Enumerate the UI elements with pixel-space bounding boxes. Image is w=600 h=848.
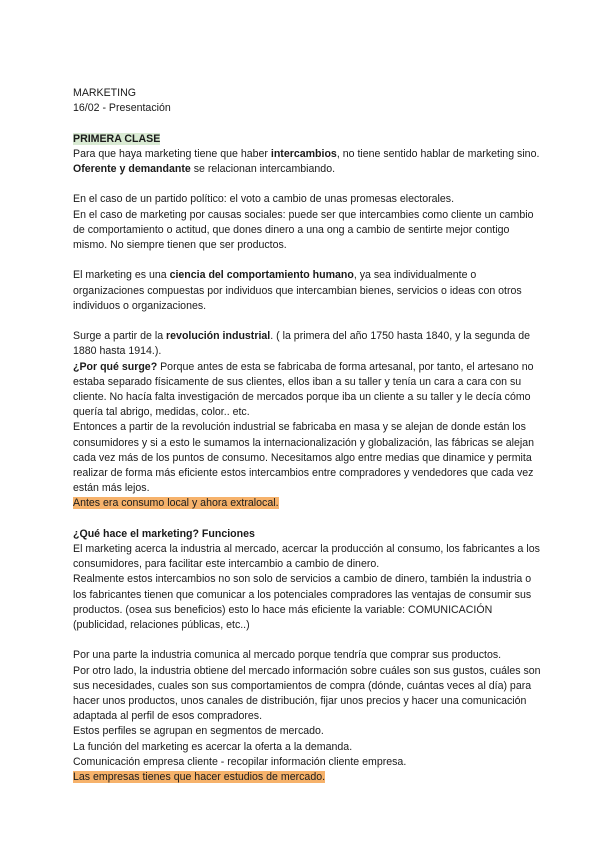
text-run: se relacionan intercambiando. <box>190 163 336 175</box>
text-run: , ya sea individualmente o organizaciones compuestas por individuos que intercambian bienes, servicios o ideas con otros individuos o organizaciones. <box>73 269 522 312</box>
text-run: . ( la primera del año 1750 hasta 1840, y la segunda de 1880 hasta 1914.). <box>73 330 530 358</box>
paragraph-comunicacion: Realmente estos intercambios no son solo de servicios a cambio de dinero, también la industria o los fabricantes tienen que comunicar a los potenciales compradores las ventajas de consumir sus productos. (osea sus beneficios) esto lo hace más eficiente la variable: COMUNICACIÓN (publicidad, relaciones públicas, etc..) <box>73 573 532 632</box>
highlight-estudios-mercado <box>73 770 543 785</box>
paragraph-por-que-surge <box>73 360 543 421</box>
date-line: 16/02 - Presentación <box>73 102 171 115</box>
highlight-text: Antes era consumo local y ahora extralocal. <box>73 497 279 510</box>
document-title: MARKETING <box>73 87 136 99</box>
text-run: , no tiene sentido hablar de marketing sino. <box>336 147 540 160</box>
heading-text: PRIMERA CLASE <box>73 132 161 145</box>
paragraph-segmentos: Estos perfiles se agrupan en segmentos de mercado. <box>73 725 324 738</box>
paragraph-revolucion <box>73 329 543 359</box>
document-page <box>73 86 543 785</box>
section-heading-funciones <box>73 527 543 542</box>
text-run: El marketing es una <box>73 269 170 282</box>
paragraph-causas-sociales: En el caso de marketing por causas sociales: puede ser que intercambies como cliente un cambio de comportamiento o actitud, que dones dinero a una ong a cambio de sentirte mejor contigo mismo. No siempre tienen que ser productos. <box>73 208 534 251</box>
paragraph-entonces: Entonces a partir de la revolución industrial se fabricaba en masa y se alejan de donde están los consumidores y si a esto le sumamos la internacionalización y globalización, las fábricas se alejan cada vez más de los puntos de consumo. Necesitamos algo entre medias que dinamice y permita realizar de forma más eficiente estos intercambios entre compradores y vendedores que cada vez están más lejos. <box>73 421 535 495</box>
bold-term: ciencia del comportamiento humano <box>169 269 354 282</box>
paragraph-por-otro-lado: Por otro lado, la industria obtiene del mercado información sobre cuáles son sus gustos, cuáles son sus necesidades, cuales son sus comportamientos de compra (dónde, cuántas veces al día) para hacer unos productos, unos canales de distribución, fijar unos precios y hacer una comunicación adaptada al perfil de esos compradores. <box>73 664 541 723</box>
text-run: Surge a partir de la <box>73 330 167 343</box>
paragraph-funcion: La función del marketing es acercar la oferta a la demanda. <box>73 740 353 753</box>
highlight-text: Las empresas tienes que hacer estudios de mercado. <box>73 771 326 784</box>
highlight-consumo-local <box>73 496 543 511</box>
bold-term: Oferente y demandante <box>73 163 191 175</box>
paragraph-ciencia <box>73 268 543 314</box>
paragraph-partido-politico: En el caso de un partido político: el voto a cambio de unas promesas electorales. <box>73 193 455 206</box>
bold-term: intercambios <box>270 147 337 160</box>
paragraph-intercambios <box>73 147 543 177</box>
paragraph-empresa-cliente: Comunicación empresa cliente - recopilar información cliente empresa. <box>73 755 407 768</box>
bold-term: revolución industrial <box>166 330 271 343</box>
heading-text: ¿Qué hace el marketing? Funciones <box>73 527 255 540</box>
paragraph-acerca-industria: El marketing acerca la industria al mercado, acercar la producción al consumo, los fabricantes a los consumidores, para facilitar este intercambio a cambio de dinero. <box>73 543 540 571</box>
bold-term: ¿Por qué surge? <box>73 360 158 373</box>
section-heading-primera-clase <box>73 132 543 147</box>
text-run: Porque antes de esta se fabricaba de forma artesanal, por tanto, el artesano no estaba separado físicamente de sus clientes, ellos iban a su taller y tenía un cara a cara con su cliente. No hacía falta investigación de mercados porque iba un cliente a su taller y le decía cómo quería tal abrigo, medidas, color.. etc. <box>73 360 534 419</box>
paragraph-por-una-parte: Por una parte la industria comunica al mercado porque tendría que comprar sus productos. <box>73 649 502 662</box>
text-run: Para que haya marketing tiene que haber <box>73 147 271 160</box>
